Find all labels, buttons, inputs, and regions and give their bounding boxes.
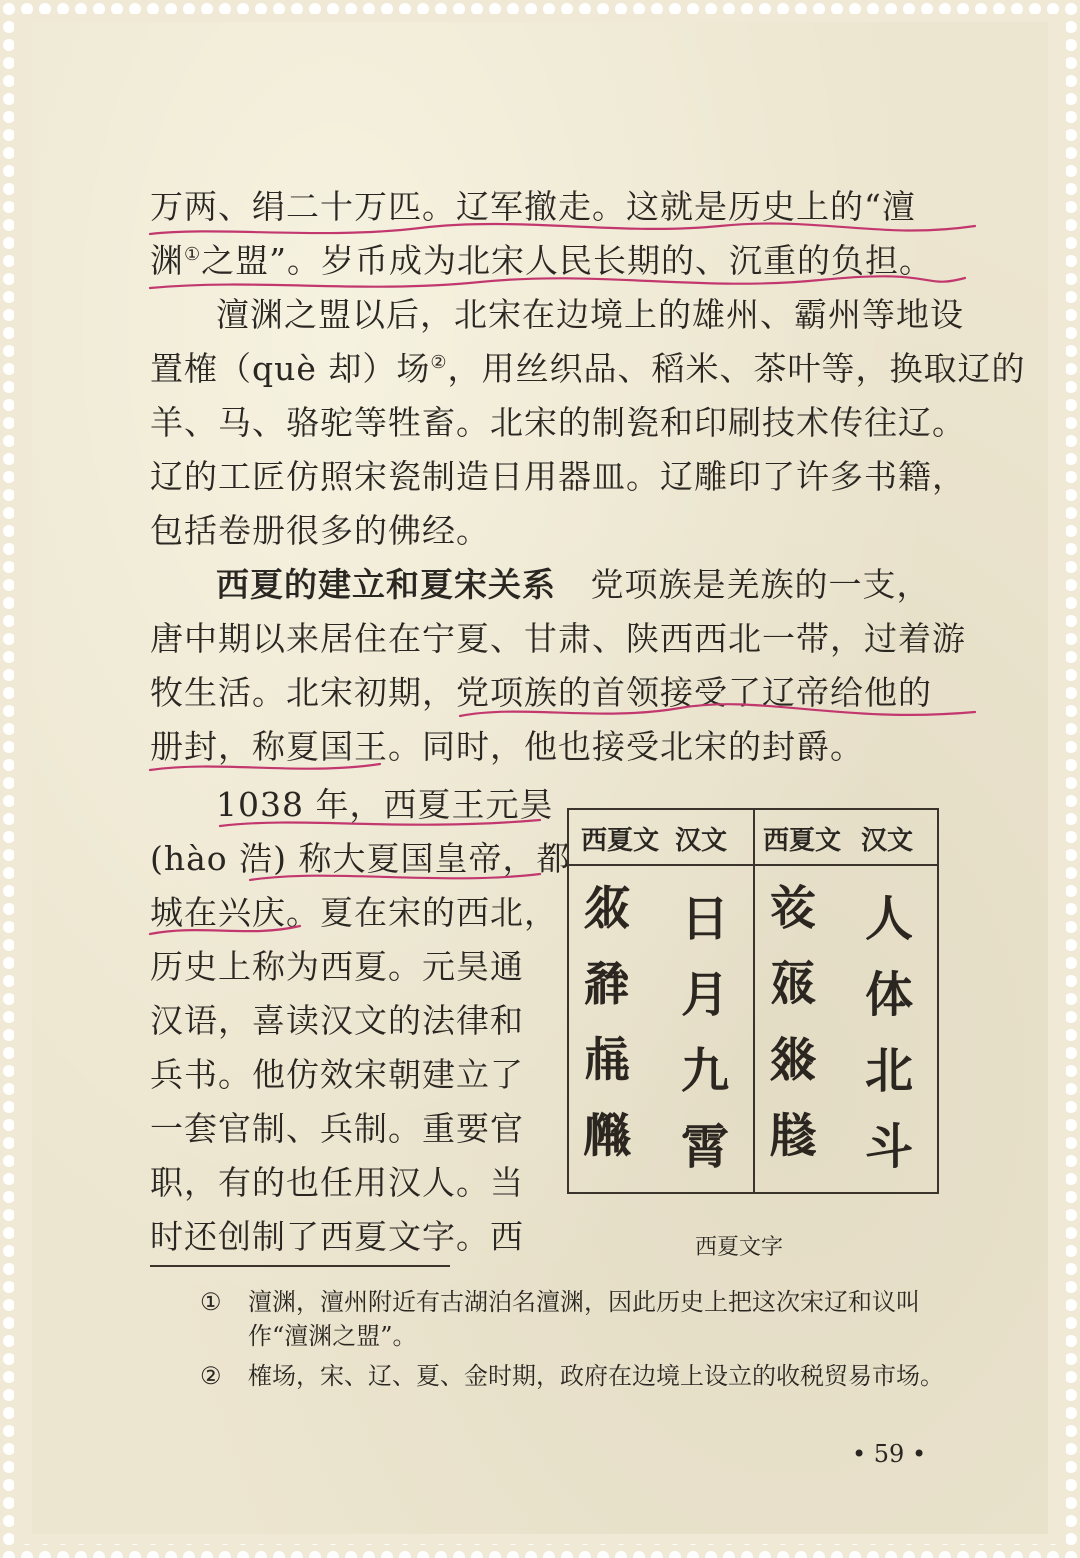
page-number: • 59 • [852, 1440, 927, 1468]
han-glyph: 体 [865, 967, 914, 1023]
table-caption: 西夏文字 [695, 1235, 784, 1260]
section-heading: 西夏的建立和夏宋关系 [216, 565, 556, 604]
footnote-divider [150, 1265, 450, 1267]
footnote-mark: ② [200, 1362, 222, 1390]
footnotes [200, 1285, 970, 1399]
text-line: 1038 年，西夏王元昊 [216, 785, 554, 824]
han-glyph: 北 [865, 1043, 914, 1099]
header-han: 汉文 [861, 826, 914, 856]
han-glyph: 月 [681, 967, 730, 1023]
text-line: 历史上称为西夏。元昊通 [150, 947, 524, 986]
xixia-glyph: 𗾟 [769, 1032, 818, 1088]
text-line: 时还创制了西夏文字。西 [150, 1217, 524, 1256]
text-line: 唐中期以来居住在宁夏、甘肃、陕西西北一带，过着游 [150, 619, 966, 658]
text-line: 一套官制、兵制。重要官 [150, 1109, 524, 1148]
han-glyph: 斗 [865, 1119, 914, 1175]
text-line: 澶渊之盟以后，北宋在边境上的雄州、霸州等地设 [216, 295, 964, 334]
text-line: 牧生活。北宋初期，党项族的首领接受了辽帝给他的 [150, 673, 932, 712]
footnote-text: 澶渊，澶州附近有古湖泊名澶渊，因此历史上把这次宋辽和议叫作“澶渊之盟”。 [248, 1288, 920, 1350]
text-line: 城在兴庆。夏在宋的西北， [150, 893, 558, 932]
text-line: 万两、绢二十万匹。辽军撤走。这就是历史上的“澶 [150, 187, 916, 226]
xixia-script-table [567, 808, 939, 1194]
text-line: 渊①之盟”。岁币成为北宋人民长期的、沉重的负担。 [150, 241, 934, 280]
header-xixia: 西夏文 [763, 826, 842, 856]
text-line: 兵书。他仿效宋朝建立了 [150, 1055, 524, 1094]
text-line: 汉语，喜读汉文的法律和 [150, 1001, 524, 1040]
narrow-text-column [150, 778, 571, 1264]
xixia-glyph: 𗼇 [583, 880, 632, 936]
text-line: 包括卷册很多的佛经。 [150, 511, 490, 550]
text-line: 羊、马、骆驼等牲畜。北宋的制瓷和印刷技术传往辽。 [150, 403, 966, 442]
han-glyph: 霄 [681, 1119, 730, 1175]
xixia-glyph: 𗴂 [583, 956, 632, 1012]
footnote-text: 榷场，宋、辽、夏、金时期，政府在边境上设立的收税贸易市场。 [248, 1362, 944, 1390]
header-xixia: 西夏文 [581, 826, 660, 856]
text-line: 册封，称夏国王。同时，他也接受北宋的封爵。 [150, 727, 864, 766]
footnote-ref: ① [184, 244, 202, 265]
xixia-glyph: 𘝞 [769, 880, 818, 936]
xixia-glyph: 𗡞 [769, 956, 818, 1012]
xixia-glyph: 𗍫 [583, 1032, 632, 1088]
footnote [200, 1359, 970, 1393]
xixia-glyph: 𗹦 [769, 1108, 818, 1164]
text-line: (hào 浩) 称大夏国皇帝，都 [150, 839, 571, 878]
han-glyph: 九 [681, 1043, 730, 1099]
text-line: 西夏的建立和夏宋关系 党项族是羌族的一支， [216, 565, 931, 604]
text-line: 职，有的也任用汉人。当 [150, 1163, 524, 1202]
footnote [200, 1285, 970, 1353]
text-line: 置榷（què 却）场②，用丝织品、稻米、茶叶等，换取辽的 [150, 349, 1026, 388]
footnote-ref: ② [430, 352, 448, 373]
text-line: 辽的工匠仿照宋瓷制造日用器皿。辽雕印了许多书籍， [150, 457, 966, 496]
xixia-glyph: 𗆼 [583, 1108, 632, 1164]
table-divider [753, 810, 755, 1192]
header-han: 汉文 [675, 826, 728, 856]
footnote-mark: ① [200, 1288, 222, 1316]
han-glyph: 人 [865, 891, 914, 947]
han-glyph: 日 [681, 891, 730, 947]
main-text [150, 180, 1026, 774]
